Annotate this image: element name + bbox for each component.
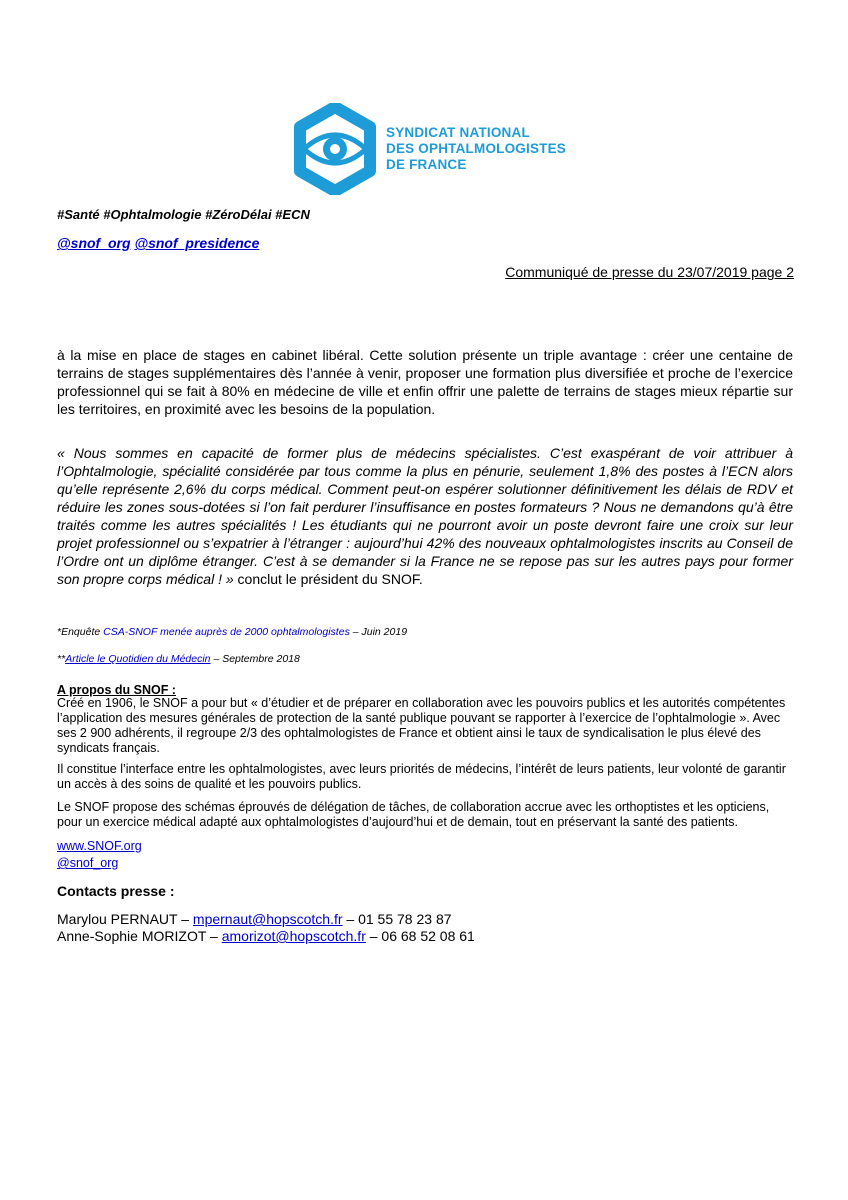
about-title: A propos du SNOF :	[57, 683, 176, 697]
article-link[interactable]: Article le Quotidien du Médecin	[65, 653, 211, 665]
footnote-article	[57, 653, 300, 665]
logo-text	[386, 125, 566, 173]
footnote-2-suffix: – Septembre 2018	[210, 653, 300, 665]
website-link[interactable]: www.SNOF.org	[57, 839, 142, 853]
contact-1-phone: – 01 55 78 23 87	[342, 911, 452, 927]
quote-paragraph	[57, 444, 793, 588]
contact-morizot	[57, 928, 475, 944]
email-morizot-link[interactable]: amorizot@hopscotch.fr	[221, 928, 366, 944]
eye-hexagon-icon	[290, 103, 380, 195]
email-pernaut-link[interactable]: mpernaut@hopscotch.fr	[192, 911, 343, 927]
footnote-2-prefix: **	[57, 653, 66, 665]
press-release-header: Communiqué de presse du 23/07/2019 page 2	[505, 264, 794, 280]
twitter-link[interactable]: @snof_org	[57, 856, 119, 870]
about-paragraph-1: Créé en 1906, le SNOF a pour but « d’étudier et de préparer en collaboration avec les pouvoirs publics et les autorités compétentes l’application des mesures générales de protection de la santé publique pouvant se rapporter à l’exercice de l’ophtalmologie ». Avec ses 2 900 adhérents, il regroupe 2/3 des ophtalmologistes de France et obtient ainsi le taux de syndicalisation le plus élevé des syndicats français.	[57, 696, 786, 755]
contact-1-name: Marylou PERNAUT –	[57, 911, 193, 927]
quote-attribution: conclut le président du SNOF.	[233, 571, 423, 587]
survey-link[interactable]: CSA-SNOF menée auprès de 2000 ophtalmologistes	[103, 626, 350, 638]
snof-org-link[interactable]: @snof_org	[57, 235, 131, 251]
contact-2-phone: – 06 68 52 08 61	[365, 928, 475, 944]
contact-2-name: Anne-Sophie MORIZOT –	[57, 928, 222, 944]
contacts-title: Contacts presse :	[57, 883, 175, 899]
twitter-handles	[57, 235, 259, 251]
about-paragraph-2: Il constitue l’interface entre les ophtalmologistes, avec leurs priorités de médecins, l’intérêt de leurs patients, leur volonté de garantir un accès à des soins de qualité et les pouvoirs publics.	[57, 762, 786, 791]
footnote-survey	[57, 626, 407, 638]
hashtags: #Santé #Ophtalmologie #ZéroDélai #ECN	[57, 207, 310, 222]
logo-line-2: DES OPHTALMOLOGISTES	[386, 141, 567, 156]
logo-line-3: DE FRANCE	[386, 157, 467, 172]
snof-presidence-link[interactable]: @snof_presidence	[134, 235, 260, 251]
about-paragraph-3: Le SNOF propose des schémas éprouvés de délégation de tâches, de collaboration accrue avec les orthoptistes et les opticiens, pour un exercice médical adapté aux ophtalmologistes d’aujourd’hui et de demain, tout en préservant la santé des patients.	[57, 800, 770, 829]
president-quote: « Nous sommes en capacité de former plus de médecins spécialistes. C’est exaspérant de voir attribuer à l’Ophtalmologie, spécialité considérée par tous comme la plus en pénurie, seulement 1,8% des postes à l’ECN alors qu’elle représente 2,6% du corps médical. Comment peut-on espérer solutionner définitivement les délais de RDV et réduire les zones sous-dotées si l’on fait perdurer l’insuffisance en postes formateurs ? Nous ne demandons qu’à être traités comme les autres spécialités ! Les étudiants qui ne pourront avoir un poste devront faire une croix sur leur projet professionnel ou s’expatrier à l’étranger : aujourd’hui 42% des nouveaux ophtalmologistes inscrits au Conseil de l’Ordre ont un diplôme étranger. C’est à se demander si la France ne se repose pas sur les autres pays pour former son propre corps médical ! »	[57, 445, 793, 587]
footnote-1-prefix: *Enquête	[57, 626, 104, 638]
logo-line-1: SYNDICAT NATIONAL	[386, 125, 530, 140]
contact-pernaut	[57, 911, 452, 927]
body-paragraph: à la mise en place de stages en cabinet libéral. Cette solution présente un triple avantage : créer une centaine de terrains de stages supplémentaires dès l’année à venir, proposer une formation plus diversifiée et proche de l’exercice professionnel qui se fait à 80% en médecine de ville et enfin offrir une palette de terrains de stages mieux répartie sur les territoires, en proximité avec les besoins de la population.	[57, 347, 793, 417]
footnote-1-suffix: – Juin 2019	[349, 626, 408, 638]
